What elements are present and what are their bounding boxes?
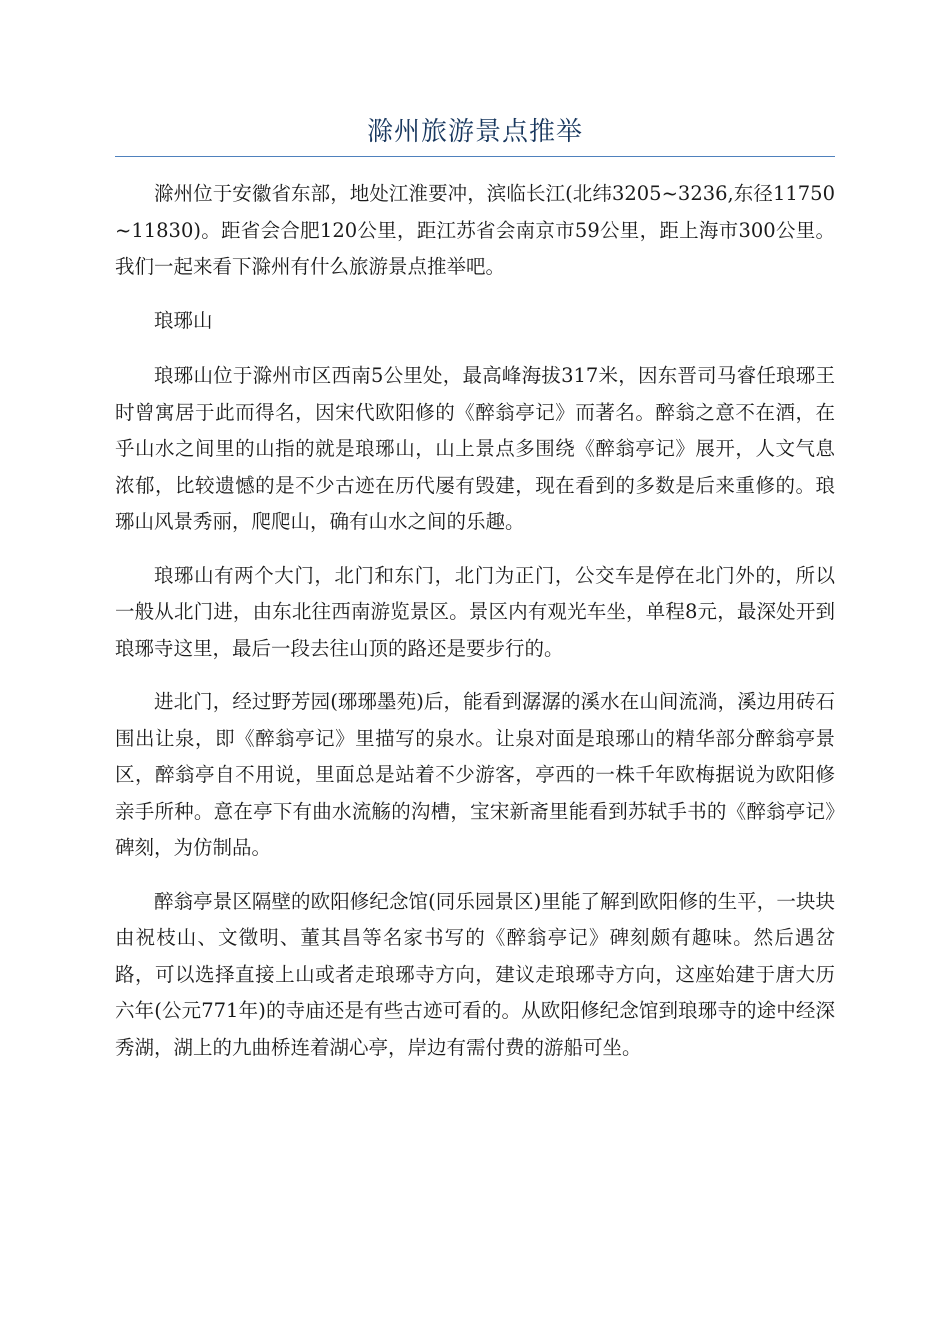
section-heading: 琅琊山 (154, 308, 213, 332)
body-paragraph: 琅琊山有两个大门，北门和东门，北门为正门，公交车是停在北门外的，所以一般从北门进，由东北往西南游览景区。景区内有观光车坐，单程8元，最深处开到琅琊寺这里，最后一段去往山顶的路还是要步行的。 (115, 563, 835, 660)
body-paragraph: 琅琊山位于滁州市区西南5公里处，最高峰海拔317米，因东晋司马睿任琅琊王时曾寓居于此而得名，因宋代欧阳修的《醉翁亭记》而著名。醉翁之意不在酒，在乎山水之间里的山指的就是琅琊山，山上景点多围绕《醉翁亭记》展开，人文气息浓郁，比较遗憾的是不少古迹在历代屡有毁建，现在看到的多数是后来重修的。琅琊山风景秀丽，爬爬山，确有山水之间的乐趣。 (115, 364, 835, 533)
intro-paragraph: 滁州位于安徽省东部，地处江淮要冲，滨临长江(北纬3205~3236,东径11750~11830)。距省会合肥120公里，距江苏省会南京市59公里，距上海市300公里。我们一起来看下滁州有什么旅游景点推举吧。 (115, 182, 835, 278)
document-body (115, 176, 835, 1083)
body-paragraph: 醉翁亭景区隔壁的欧阳修纪念馆(同乐园景区)里能了解到欧阳修的生平，一块块由祝枝山、文徵明、董其昌等名家书写的《醉翁亭记》碑刻颇有趣味。然后遇岔路，可以选择直接上山或者走琅琊寺方向，建议走琅琊寺方向，这座始建于唐大历六年(公元771年)的寺庙还是有些古迹可看的。从欧阳修纪念馆到琅琊寺的途中经深秀湖，湖上的九曲桥连着湖心亭，岸边有需付费的游船可坐。 (115, 889, 835, 1059)
body-paragraph: 进北门，经过野芳园(琊琊墨苑)后，能看到潺潺的溪水在山间流淌，溪边用砖石围出让泉，即《醉翁亭记》里描写的泉水。让泉对面是琅琊山的精华部分醉翁亭景区，醉翁亭自不用说，里面总是站着不少游客，亭西的一株千年欧梅据说为欧阳修亲手所种。意在亭下有曲水流觞的沟槽，宝宋新斋里能看到苏轼手书的《醉翁亭记》碑刻，为仿制品。 (115, 690, 835, 859)
page-title: 滁州旅游景点推举 (366, 117, 583, 147)
title-block (115, 112, 835, 157)
